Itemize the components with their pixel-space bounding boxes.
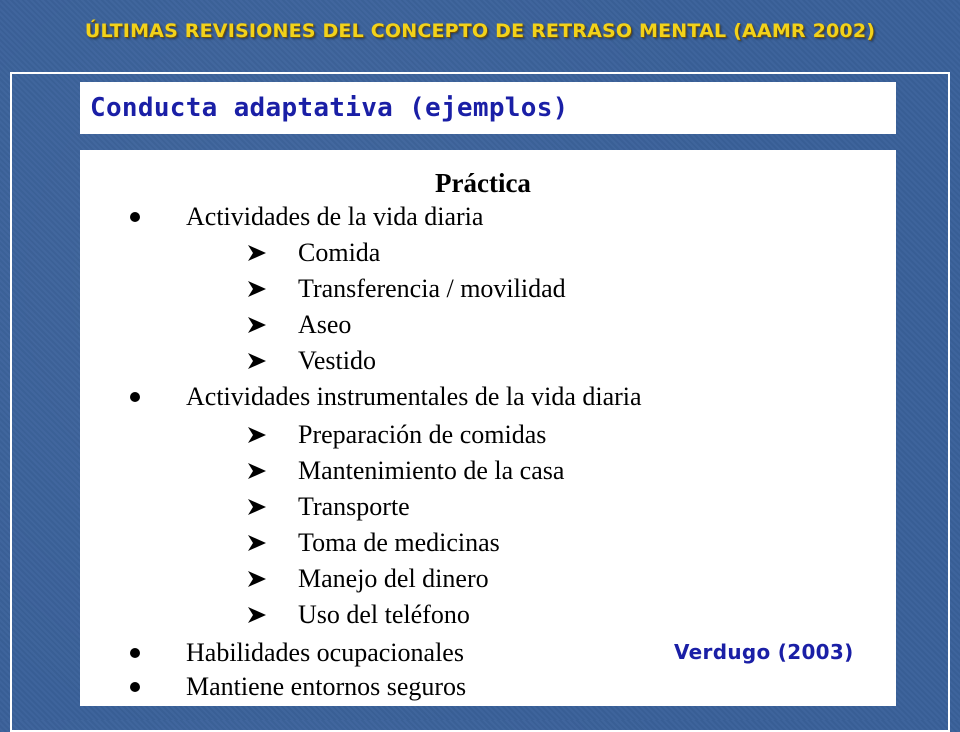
sub-item-label: Vestido — [298, 346, 376, 375]
sub-item-label: Comida — [298, 238, 381, 267]
sub-item-label: Transporte — [298, 492, 410, 521]
slide-header — [0, 0, 960, 62]
arrow-right-icon — [246, 351, 298, 371]
arrow-right-icon — [246, 425, 298, 445]
sub-item-label: Mantenimiento de la casa — [298, 456, 565, 485]
title-box — [80, 82, 896, 134]
list-item-label: Mantiene entornos seguros — [186, 672, 467, 701]
content-panel — [80, 150, 896, 706]
sub-item — [246, 420, 546, 450]
sub-item — [246, 346, 376, 376]
list-item — [130, 672, 466, 702]
arrow-right-icon — [246, 533, 298, 553]
sub-item-label: Manejo del dinero — [298, 564, 489, 593]
sub-item-label: Preparación de comidas — [298, 420, 547, 449]
list-item-label: Habilidades ocupacionales — [186, 638, 464, 667]
list-item — [130, 638, 464, 668]
bullet-dot-icon — [130, 648, 140, 658]
sub-item — [246, 238, 380, 268]
sub-item — [246, 274, 566, 304]
arrow-right-icon — [246, 605, 298, 625]
arrow-right-icon — [246, 279, 298, 299]
arrow-right-icon — [246, 497, 298, 517]
bullet-dot-icon — [130, 682, 140, 692]
citation: Verdugo (2003) — [674, 640, 854, 664]
list-item-label: Actividades instrumentales de la vida diaria — [186, 382, 642, 411]
section-heading: Práctica — [435, 168, 531, 198]
sub-item-label: Transferencia / movilidad — [298, 274, 566, 303]
bullet-dot-icon — [130, 392, 140, 402]
bullet-dot-icon — [130, 212, 140, 222]
slide-title: Conducta adaptativa (ejemplos) — [90, 93, 569, 123]
arrow-right-icon — [246, 243, 298, 263]
list-item-label: Actividades de la vida diaria — [186, 202, 484, 231]
sub-item — [246, 564, 489, 594]
header-title: ÚLTIMAS REVISIONES DEL CONCEPTO DE RETRASO MENTAL (AAMR 2002) — [84, 20, 876, 42]
sub-item — [246, 600, 470, 630]
arrow-right-icon — [246, 569, 298, 589]
list-item — [130, 382, 642, 412]
arrow-right-icon — [246, 315, 298, 335]
sub-item-label: Aseo — [298, 310, 352, 339]
sub-item-label: Toma de medicinas — [298, 528, 500, 557]
sub-item-label: Uso del teléfono — [298, 600, 470, 629]
sub-item — [246, 492, 410, 522]
sub-item — [246, 528, 500, 558]
sub-item — [246, 456, 564, 486]
list-item — [130, 202, 483, 232]
sub-item — [246, 310, 351, 340]
arrow-right-icon — [246, 461, 298, 481]
